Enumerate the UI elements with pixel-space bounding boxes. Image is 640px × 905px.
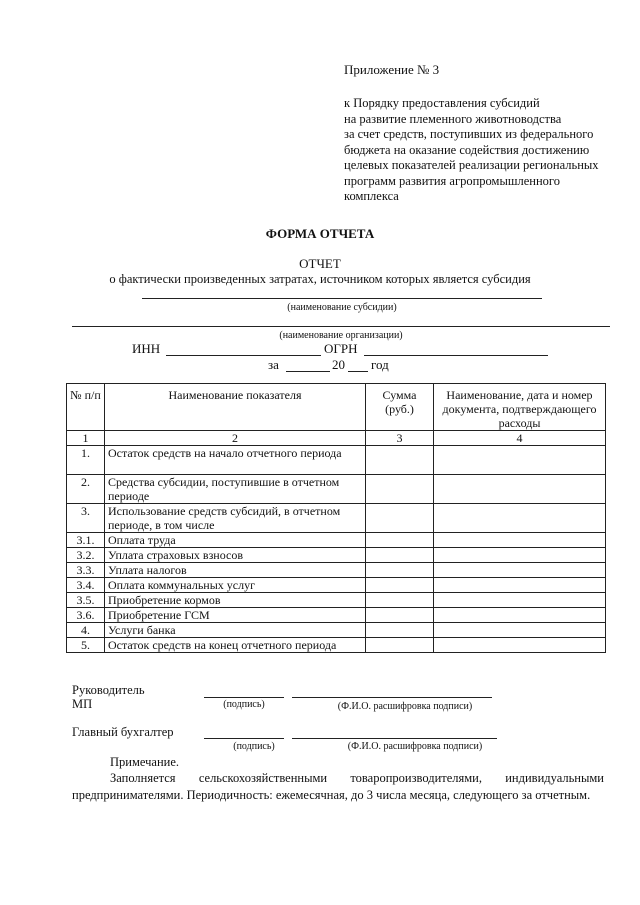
- table-row: [67, 446, 606, 475]
- head-signature-field[interactable]: [204, 697, 284, 698]
- row-doc[interactable]: [434, 623, 606, 638]
- row-num: 3.4.: [67, 578, 105, 593]
- row-doc[interactable]: [434, 578, 606, 593]
- row-num: 3.3.: [67, 563, 105, 578]
- row-name: Приобретение ГСМ: [105, 608, 366, 623]
- row-sum[interactable]: [366, 638, 434, 653]
- row-num: 3.5.: [67, 593, 105, 608]
- appendix-line: на развитие племенного животноводства: [344, 111, 562, 126]
- row-sum[interactable]: [366, 563, 434, 578]
- row-sum[interactable]: [366, 593, 434, 608]
- row-name: Использование средств субсидий, в отчетном периоде, в том числе: [105, 504, 366, 533]
- appendix-line: за счет средств, поступивших из федерального: [344, 127, 594, 141]
- period-year-field[interactable]: [348, 371, 368, 372]
- period-prefix: за: [268, 357, 279, 372]
- inn-label: ИНН: [132, 341, 161, 356]
- name-caption: (Ф.И.О. расшифровка подписи): [337, 701, 473, 712]
- note-text: Заполняется сельскохозяйственными товаропроизводителями, индивидуальными предпринимателями. Периодичность: ежемесячная, до 3 числа месяца, следующего за отчетным.: [72, 771, 604, 802]
- table-row: [67, 533, 606, 548]
- period-month-field[interactable]: [286, 371, 330, 372]
- row-name: Услуги банка: [105, 623, 366, 638]
- row-sum[interactable]: [366, 504, 434, 533]
- table-row: [67, 608, 606, 623]
- table-row: [67, 593, 606, 608]
- report-subtitle: о фактически произведенных затратах, источником которых является субсидия: [109, 272, 531, 286]
- row-sum[interactable]: [366, 475, 434, 504]
- period-suffix: год: [371, 357, 389, 372]
- header-sum: Сумма (руб.): [366, 384, 434, 431]
- organization-caption: (наименование организации): [279, 330, 403, 341]
- inn-field[interactable]: [166, 355, 321, 356]
- row-name: Остаток средств на начало отчетного периода: [105, 446, 366, 475]
- appendix-line: бюджета на оказание содействия достижению: [344, 142, 590, 157]
- appendix-line: целевых показателей реализации региональных: [344, 158, 599, 172]
- table-row: [67, 475, 606, 504]
- signature-caption: (подпись): [233, 741, 275, 752]
- row-sum[interactable]: [366, 608, 434, 623]
- row-name: Оплата труда: [105, 533, 366, 548]
- row-num: 4.: [67, 623, 105, 638]
- table-row: [67, 563, 606, 578]
- row-doc[interactable]: [434, 475, 606, 504]
- appendix-number: Приложение № 3: [344, 62, 440, 77]
- row-doc[interactable]: [434, 446, 606, 475]
- col-number: 3: [366, 431, 434, 446]
- header-document: Наименование, дата и номер документа, подтверждающего расходы: [434, 384, 606, 431]
- row-name: Остаток средств на конец отчетного периода: [105, 638, 366, 653]
- row-num: 3.2.: [67, 548, 105, 563]
- subsidy-name-field[interactable]: [142, 298, 542, 299]
- appendix-line: к Порядку предоставления субсидий: [344, 96, 540, 110]
- ogrn-label: ОГРН: [324, 341, 358, 356]
- row-name: Оплата коммунальных услуг: [105, 578, 366, 593]
- appendix-line: программ развития агропромышленного: [344, 173, 560, 188]
- note-title: Примечание.: [110, 755, 180, 769]
- report-table: [66, 383, 606, 653]
- row-num: 2.: [67, 475, 105, 504]
- subsidy-caption: (наименование субсидии): [287, 302, 397, 313]
- accountant-signature-field[interactable]: [204, 738, 284, 739]
- row-sum[interactable]: [366, 623, 434, 638]
- column-number-row: [67, 431, 606, 446]
- table-row: [67, 638, 606, 653]
- form-title: ФОРМА ОТЧЕТА: [265, 226, 375, 241]
- row-num: 3.: [67, 504, 105, 533]
- table-header-row: [67, 384, 606, 431]
- accountant-name-field[interactable]: [292, 738, 497, 739]
- signature-caption: (подпись): [223, 699, 265, 710]
- organization-name-field[interactable]: [72, 326, 610, 327]
- row-sum[interactable]: [366, 446, 434, 475]
- row-doc[interactable]: [434, 638, 606, 653]
- header-indicator: Наименование показателя: [105, 384, 366, 431]
- row-sum[interactable]: [366, 548, 434, 563]
- row-name: Уплата налогов: [105, 563, 366, 578]
- row-sum[interactable]: [366, 533, 434, 548]
- row-doc[interactable]: [434, 593, 606, 608]
- row-doc[interactable]: [434, 563, 606, 578]
- col-number: 1: [67, 431, 105, 446]
- row-doc[interactable]: [434, 504, 606, 533]
- row-doc[interactable]: [434, 533, 606, 548]
- row-doc[interactable]: [434, 548, 606, 563]
- appendix-reference: [344, 96, 624, 205]
- period-year-prefix: 20: [332, 357, 345, 372]
- ogrn-field[interactable]: [364, 355, 548, 356]
- table-row: [67, 504, 606, 533]
- name-caption: (Ф.И.О. расшифровка подписи): [347, 741, 483, 752]
- appendix-line: комплекса: [344, 189, 399, 203]
- row-num: 5.: [67, 638, 105, 653]
- col-number: 4: [434, 431, 606, 446]
- stamp-label: МП: [72, 697, 93, 711]
- row-num: 1.: [67, 446, 105, 475]
- row-doc[interactable]: [434, 608, 606, 623]
- report-title: ОТЧЕТ: [299, 256, 341, 271]
- table-row: [67, 623, 606, 638]
- header-num: № п/п: [67, 384, 105, 431]
- row-name: Уплата страховых взносов: [105, 548, 366, 563]
- row-name: Средства субсидии, поступившие в отчетном периоде: [105, 475, 366, 504]
- row-name: Приобретение кормов: [105, 593, 366, 608]
- row-sum[interactable]: [366, 578, 434, 593]
- accountant-label: Главный бухгалтер: [72, 725, 174, 739]
- table-row: [67, 578, 606, 593]
- head-label: Руководитель: [72, 683, 145, 697]
- row-num: 3.6.: [67, 608, 105, 623]
- table-row: [67, 548, 606, 563]
- row-num: 3.1.: [67, 533, 105, 548]
- head-name-field[interactable]: [292, 697, 492, 698]
- col-number: 2: [105, 431, 366, 446]
